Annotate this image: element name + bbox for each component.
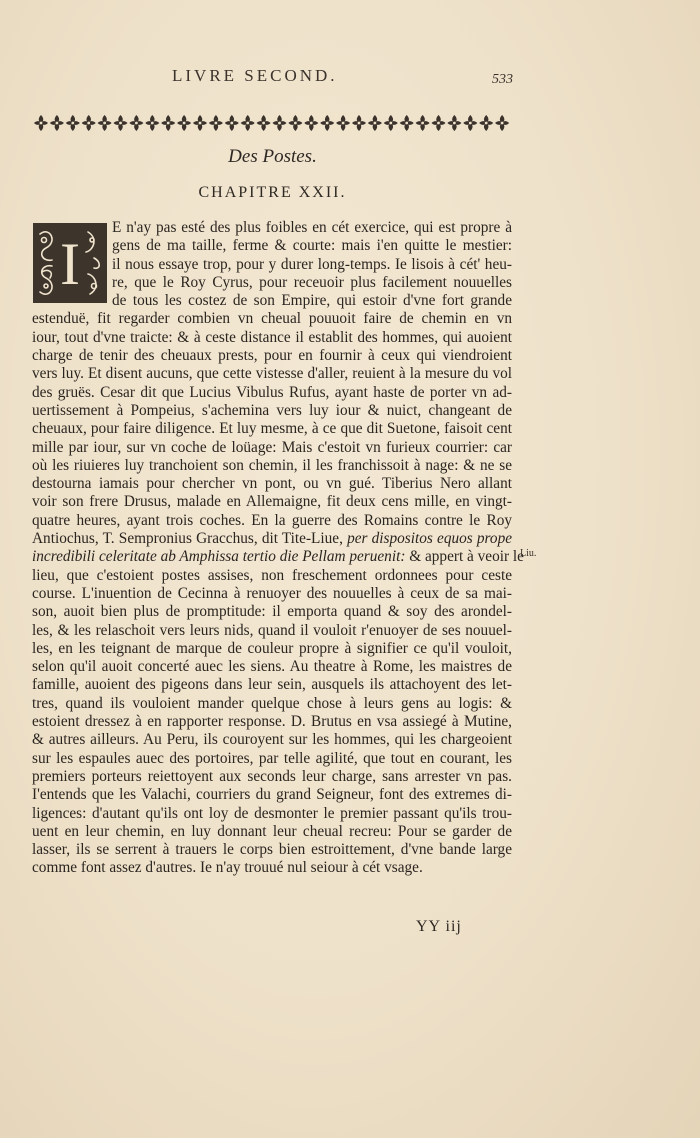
- fleuron-icon: [114, 115, 128, 131]
- text-span: tres, quand ils vouloient mander quelque chose à leurs gens au logis: &: [32, 694, 512, 712]
- text-span: estenduë, fit regarder combien vn cheual pouuoit faire de chemin en vn: [32, 310, 512, 328]
- fleuron-icon: [241, 115, 255, 131]
- text-line: [32, 402, 512, 420]
- text-span: cheuaux, pour faire diligence. Et luy mesme, à ce que dit Suetone, faisoit cent: [32, 420, 512, 438]
- fleuron-icon: [177, 115, 191, 131]
- drop-cap-letter: I: [60, 231, 80, 297]
- fleuron-icon: [98, 115, 112, 131]
- text-span: premiers porteurs reiettoyent aux seconds leur charge, sans arrester vn pas.: [32, 767, 512, 785]
- text-span: iour, tout d'vne traicte: & à ceste distance il establit des hommes, qui auoient: [32, 328, 512, 346]
- fleuron-icon: [66, 115, 80, 131]
- latin-quotation: incredibili celeritate ab Amphissa tertio die Pellam peruenit:: [32, 548, 406, 566]
- fleuron-ornament-band: [33, 113, 511, 133]
- text-line: [32, 823, 512, 841]
- text-line: [32, 585, 512, 603]
- text-span: les, en les teignant de marque de couleur propre à signifier ce qu'il vouloit,: [32, 639, 512, 657]
- text-line: [32, 237, 512, 255]
- text-line: [32, 493, 512, 511]
- fleuron-icon: [82, 115, 96, 131]
- text-span: quatre heures, ayant trois coches. En la guerre des Romains contre le Roy: [32, 511, 512, 529]
- text-line: [32, 292, 512, 310]
- fleuron-icon: [50, 115, 64, 131]
- text-span: des gruës. Cesar dit que Lucius Vibulus Rufus, ayant haste de porter vn ad-: [32, 383, 512, 401]
- text-span: Antiochus, T. Sempronius Gracchus, dit Tite-Liue,: [32, 530, 348, 548]
- text-line: [32, 274, 512, 292]
- text-line: [32, 219, 512, 237]
- fleuron-icon: [129, 115, 143, 131]
- text-line: [32, 622, 512, 640]
- text-span: E n'ay pas esté des plus foibles en cét exercice, qui est propre à: [112, 219, 512, 236]
- text-line: [32, 420, 512, 438]
- fleuron-icon: [352, 115, 366, 131]
- text-line: [32, 713, 512, 731]
- text-span: course. L'inuention de Cecinna à renuoyer des nouuelles à ceux de sa mai-: [32, 584, 512, 602]
- text-span: uertissement à Pompeius, s'achemina vers luy iour & nuict, changeant de: [32, 401, 512, 419]
- text-span: il nous essaye trop, pour y durer long-temps. Ie lisois à cét' heu-: [112, 255, 512, 273]
- text-line: [32, 786, 512, 804]
- section-title: Des Postes.: [228, 146, 317, 167]
- fleuron-icon: [304, 115, 318, 131]
- fleuron-icon: [273, 115, 287, 131]
- text-line: [32, 439, 512, 457]
- fleuron-icon: [320, 115, 334, 131]
- text-span: voir son frere Drusus, malade en Allemaigne, fit deux cens mille, en vingt-: [32, 493, 512, 511]
- text-span: famille, auoient des pigeons dans leur sein, ausquels ils attachoyent des let-: [32, 676, 512, 694]
- fleuron-icon: [288, 115, 302, 131]
- fleuron-icon: [209, 115, 223, 131]
- text-line: [32, 805, 512, 823]
- fleuron-icon: [432, 115, 446, 131]
- running-head: LIVRE SECOND.: [172, 66, 338, 85]
- marginal-note: Liu.: [520, 548, 537, 559]
- text-line: [32, 475, 512, 493]
- text-line: [32, 750, 512, 768]
- text-span: de tous les costez de son Empire, qui estoir d'vne fort grande: [112, 292, 512, 310]
- text-span: charge de tenir des cheuaux prests, pour en fournir à ceux qui viendroient: [32, 347, 512, 365]
- text-span: & appert à veoir le: [405, 548, 524, 566]
- text-span: ligences: d'autant qu'ils ont loy de desmonter le premier passant qu'ils trou-: [32, 804, 512, 822]
- text-span: estoient dressez à en rapporter response. D. Brutus en vsa assiegé à Mutine,: [32, 713, 512, 731]
- fleuron-icon: [479, 115, 493, 131]
- fleuron-icon: [225, 115, 239, 131]
- text-line: [32, 384, 512, 402]
- fleuron-icon: [193, 115, 207, 131]
- signature-mark: YY iij: [416, 918, 462, 935]
- text-span: destourna iamais pour chercher vn pont, ou vn gué. Tiberius Nero allant: [32, 475, 512, 493]
- text-line: [32, 841, 512, 859]
- text-span: selon qu'il auoit concerté auec les siens. Au theatre à Rome, les maistres de: [32, 658, 512, 676]
- text-span: comme font assez d'autres. Ie n'ay trouué nul seiour à cét vsage.: [32, 859, 423, 877]
- text-span: & autres ailleurs. Au Peru, ils couroyent sur les hommes, qui les chargeoient: [32, 731, 512, 749]
- text-line: [32, 731, 512, 749]
- text-line: [32, 365, 512, 383]
- text-line: [32, 530, 512, 548]
- fleuron-icon: [416, 115, 430, 131]
- text-line: [32, 658, 512, 676]
- text-span: où les riuieres luy tranchoient son chemin, il les franchissoit à nage: & ne se: [32, 456, 512, 474]
- fleuron-icon: [447, 115, 461, 131]
- text-line: [32, 640, 512, 658]
- body-text: [32, 219, 524, 878]
- fleuron-icon: [161, 115, 175, 131]
- text-line: [32, 347, 512, 365]
- text-span: I'entends que les Valachi, courriers du grand Seigneur, font des extremes di-: [32, 786, 512, 804]
- fleuron-icon: [495, 115, 509, 131]
- text-line: [32, 256, 512, 274]
- text-line: [32, 768, 512, 786]
- chapter-heading: CHAPITRE XXII.: [198, 184, 347, 201]
- text-span: lieu, que c'estoient postes assises, non freschement ordonnees pour ceste: [32, 566, 512, 584]
- text-line: [32, 603, 512, 621]
- fleuron-icon: [400, 115, 414, 131]
- fleuron-icon: [336, 115, 350, 131]
- text-line: [32, 859, 512, 877]
- fleuron-icon: [384, 115, 398, 131]
- text-line: [32, 676, 512, 694]
- text-span: sur les espaules auec des portoires, par telle agilité, que tout en courant, les: [32, 749, 512, 767]
- text-line: [32, 329, 512, 347]
- fleuron-icon: [463, 115, 477, 131]
- fleuron-icon: [145, 115, 159, 131]
- text-line: [32, 512, 512, 530]
- latin-quotation: per dispositos equos prope: [347, 530, 513, 548]
- text-line: [32, 695, 512, 713]
- page-number: 533: [492, 72, 513, 87]
- fleuron-icon: [257, 115, 271, 131]
- text-line: [32, 567, 512, 585]
- text-span: re, que le Roy Cyrus, pour receuoir plus facilement nouuelles: [112, 273, 512, 291]
- text-line: [32, 310, 512, 328]
- text-span: uent en leur chemin, en luy donnant leur cheual recreu: Pour se garder de: [32, 822, 512, 840]
- text-span: mille par iour, sur vn coche de loüage: Mais c'estoit vn furieux courrier: car: [32, 438, 512, 456]
- fleuron-icon: [368, 115, 382, 131]
- text-line: [32, 548, 524, 566]
- fleuron-icon: [34, 115, 48, 131]
- text-span: gens de ma taille, ferme & courte: mais i'en quitte le mestier:: [112, 237, 512, 255]
- text-line: [32, 457, 512, 475]
- text-span: son, auoit bien plus de promptitude: il emporta quand & soy des arondel-: [32, 603, 512, 621]
- text-span: lasser, ils se serrent à trauers le corps bien estroittement, d'vne bande large: [32, 841, 512, 859]
- text-span: les, & les relaschoit vers leurs nids, quand il vouloit r'enuoyer de ses nouuel-: [32, 621, 512, 639]
- text-span: vers luy. Et disent aucuns, que cette vistesse d'aller, reuient à la mesure du vol: [32, 365, 512, 383]
